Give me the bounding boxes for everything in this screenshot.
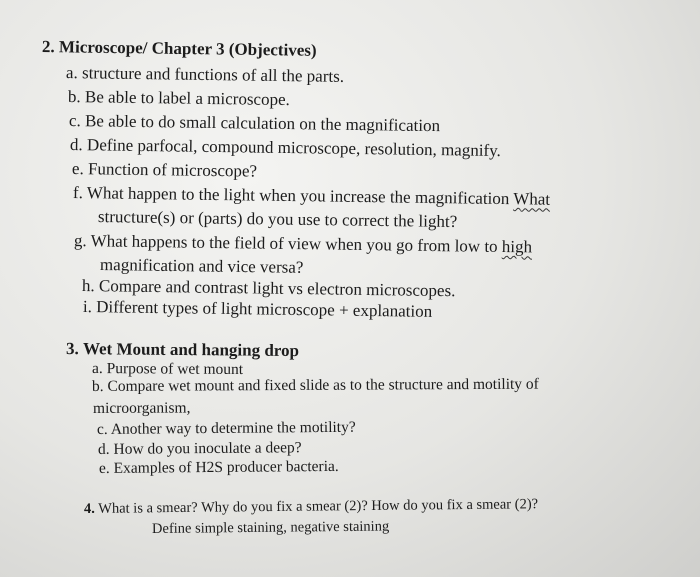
item-text: Be able to label a microscope. [84, 87, 290, 110]
section-text: Define simple staining, negative staining [151, 518, 390, 537]
section-number: 4. [83, 500, 95, 517]
item-marker: i. [82, 297, 93, 317]
list-item [97, 420, 356, 438]
section-2-heading [42, 38, 317, 59]
list-item [99, 459, 339, 477]
list-item [68, 88, 290, 108]
item-marker: f. [72, 183, 84, 203]
item-text: structure and functions of all the parts. [81, 63, 345, 86]
list-item [72, 160, 257, 180]
item-text: structure(s) or (parts) do you use to correct the light? [97, 207, 458, 232]
item-marker: a. [91, 360, 103, 378]
item-text-emphasis: high [501, 236, 533, 257]
item-text: How do you inoculate a deep? [113, 439, 302, 458]
item-text: Purpose of wet mount [106, 360, 244, 379]
item-text: Define parfocal, compound microscope, resolution, magnify. [86, 135, 501, 161]
item-marker: a. [65, 63, 78, 83]
section-3-heading [66, 340, 299, 359]
list-item [98, 440, 302, 457]
item-marker: b. [91, 377, 104, 395]
item-text: Examples of H2S producer bacteria. [113, 457, 339, 477]
item-marker: e. [98, 459, 110, 477]
item-marker: g. [73, 231, 87, 251]
section-4-continuation [152, 520, 389, 537]
section-number: 2. [41, 37, 55, 57]
list-item [66, 64, 344, 85]
item-marker: b. [67, 87, 81, 107]
section-title: Microscope/ Chapter 3 (Objectives) [58, 37, 317, 60]
item-text: What happens to the field of view when you go from low to [90, 231, 498, 256]
item-marker: d. [69, 135, 83, 155]
list-item [69, 112, 440, 134]
list-item [92, 361, 243, 378]
list-item [74, 232, 532, 255]
item-text: Compare and contrast light vs electron microscopes. [98, 276, 456, 301]
section-text: What is a smear? Why do you fix a smear (2)? How do you fix a smear (2)? [98, 496, 539, 517]
list-item-continuation [93, 400, 191, 416]
section-number: 3. [65, 339, 79, 359]
list-item-continuation [100, 256, 304, 276]
item-text: Different types of light microscope + explanation [96, 297, 433, 321]
list-item [82, 277, 456, 299]
item-text: magnification and vice versa? [99, 255, 304, 277]
list-item-continuation [98, 208, 457, 230]
item-text-emphasis: What [513, 189, 551, 209]
item-text: Be able to do small calculation on the magnification [84, 111, 441, 136]
list-item [70, 136, 501, 159]
item-marker: c. [96, 420, 108, 438]
item-marker: h. [81, 276, 95, 296]
item-text: Function of microscope? [87, 159, 258, 181]
item-marker: d. [97, 440, 110, 458]
item-text: microorganism, [92, 399, 191, 417]
item-text: Another way to determine the motility? [110, 418, 356, 438]
list-item [83, 298, 432, 320]
list-item [92, 377, 539, 395]
section-title: Wet Mount and hanging drop [82, 339, 300, 361]
section-4 [84, 497, 538, 516]
item-marker: e. [71, 159, 84, 179]
item-text: Compare wet mount and fixed slide as to the structure and motility of [107, 375, 539, 395]
item-text: What happen to the light when you increase the magnification [86, 183, 510, 209]
list-item [73, 184, 550, 208]
item-marker: c. [68, 111, 81, 131]
